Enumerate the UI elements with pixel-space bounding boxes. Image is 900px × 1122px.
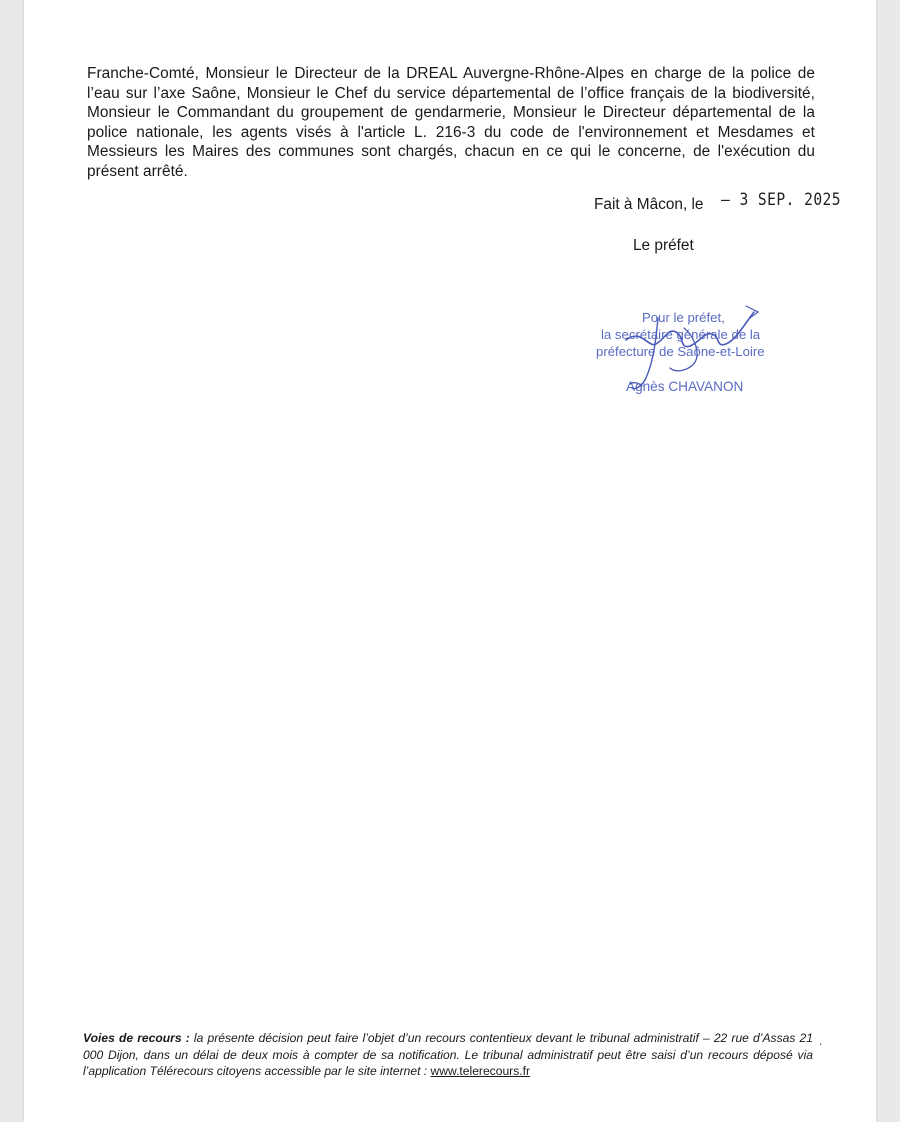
appeal-notice — [83, 1030, 813, 1080]
signatory-title: Le préfet — [633, 237, 694, 254]
stamp-line-1: Pour le préfet, — [642, 310, 725, 325]
document-page — [24, 0, 876, 1122]
handwritten-signature-icon — [596, 298, 796, 403]
appeal-notice-lead: Voies de recours : — [83, 1031, 190, 1045]
appeal-notice-text: la présente décision peut faire l’objet d’un recours contentieux devant le tribunal administratif – 22 rue d’Assas 21 000 Dijon, dans un délai de deux mois à compter de sa notification. Le tribunal administratif peut être saisi d’un recours déposé via l’application Télérecours citoyens accessible par le site internet : — [83, 1031, 813, 1079]
body-paragraph: Franche-Comté, Monsieur le Directeur de la DREAL Auvergne-Rhône-Alpes en charge de la police de l’eau sur l’axe Saône, Monsieur le Chef du service départemental de l’office français de la biodiversité, Monsieur le Commandant du groupement de gendarmerie, Monsieur le Directeur départemental de la police nationale, les agents visés à l'article L. 216-3 du code de l'environnement et Mesdames et Messieurs les Maires des communes sont chargés, chacun en ce qui le concerne, de l'exécution du présent arrêté. — [87, 65, 815, 180]
stamp-signatory-name: Agnès CHAVANON — [626, 379, 744, 394]
telerecours-link[interactable]: www.telerecours.fr — [430, 1064, 530, 1079]
stamp-line-3: préfecture de Saône-et-Loire — [596, 344, 765, 359]
margin-mark: . — [819, 1034, 823, 1048]
stamp-line-2: la secrétaire générale de la — [601, 327, 761, 342]
date-stamp: – 3 SEP. 2025 — [721, 190, 842, 210]
place-date-line: Fait à Mâcon, le — [594, 196, 704, 213]
